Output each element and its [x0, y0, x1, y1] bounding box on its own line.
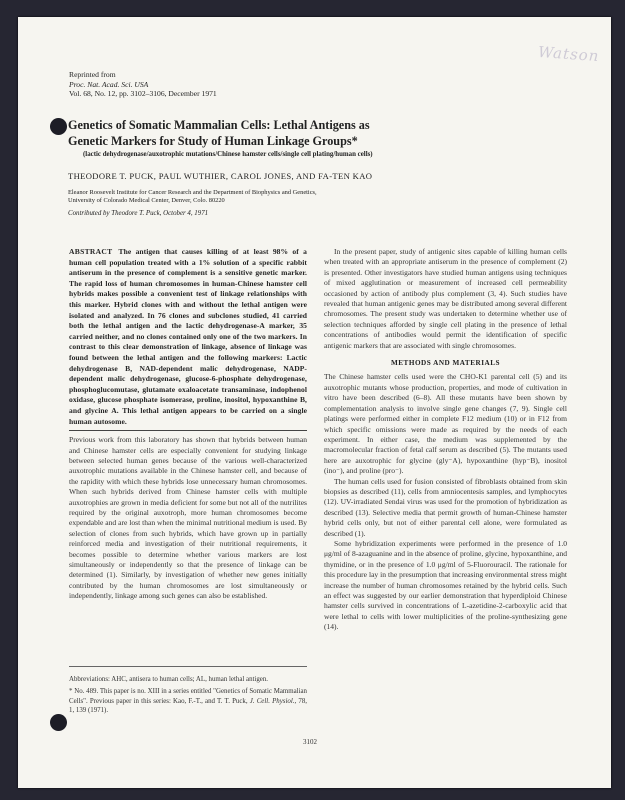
footnote-text: * No. 489. This paper is no. XIII in a series entitled "Genetics of Somatic Mammalian Cells". Previous paper in this series: Kao, F.-T., and T. T. Puck, [69, 687, 307, 705]
affiliation-line-1: Eleanor Roosevelt Institute for Cancer Research and the Department of Biophysics and Genetics, [68, 189, 317, 196]
right-column [324, 247, 567, 633]
reprint-info [69, 70, 217, 99]
title-line-1: Genetics of Somatic Mammalian Cells: Lethal Antigens as [68, 118, 370, 132]
punch-hole-icon [50, 118, 67, 135]
body-paragraph: The Chinese hamster cells used were the CHO-K1 parental cell (5) and its auxotrophic mutants whose production, properties, and mode of cultivation in vitro have been described (6–8). All these mutants have been shown by complementation analysis to involve single gene changes (7, 9). Single cell platings were performed either in complete F12 medium (10) or in F12 from which specific omissions were made as required by the needs of each experiment. In either case, the medium was supplemented by the macromolecular fraction of fetal calf serum as described (5). The mutants used here are auxotrophic for glycine (gly⁻A), hypoxanthine (hyp⁻B), inositol (ino⁻), and proline (pro⁻). [324, 372, 567, 476]
contributed-by: Contributed by Theodore T. Puck, October 4, 1971 [68, 210, 209, 217]
section-heading: METHODS AND MATERIALS [390, 359, 500, 368]
abstract-text: The antigen that causes killing of at least 98% of a human cell population treated with a 1% solution of a specific rabbit antiserum in the presence of complement is a sensitive genetic marker. The rapid loss of human chromosomes in human-Chinese hamster cell hybrids makes possible a convenient test of linkage relationships with this marker. Hybrid clones with and without the lethal antigen were isolated and analyzed. In 76 clones and subclones studied, 41 carried both the lethal antigen and the lactic dehydrogenase-A marker, 35 carried neither, and no clones contained only one of the two markers. In contrast to this clear demonstration of linkage, absence of linkage was found between the lethal antigen and the following markers: Lactic dehydrogenase B, NAD-dependent malic dehydrogenase, NADP-dependent malic dehydrogenase, glucose-6-phosphate dehydrogenase, phosphoglucomutase, glutamate oxaloacetate transaminase, indophenol oxidase, glucose phosphate isomerase, proline, inositol, hypoxanthine B, and glycine A. This lethal antigen appears to be carried on a single human autosome. [69, 247, 307, 426]
body-paragraph: The human cells used for fusion consisted of fibroblasts obtained from skin biopsies as described (11), cells from amniocentesis samples, and lymphocytes (12). UV-irradiated Sendai virus was used for the promotion of hybridization as described (13). Selective media that permit growth of human-Chinese hamster hybrid cells only, but not of either parental cell alone, were formulated as described (1). [324, 476, 567, 538]
journal-name: Proc. Nat. Acad. Sci. USA [69, 79, 149, 89]
volume-info: Vol. 68, No. 12, pp. 3102–3106, December 1971 [69, 89, 217, 98]
footnote-text: , 78, 1, 139 (1971). [69, 697, 307, 715]
abstract [69, 247, 307, 431]
page-number: 3102 [303, 738, 317, 746]
affiliation [68, 189, 317, 205]
punch-hole-icon [50, 714, 67, 731]
abstract-label: ABSTRACT [69, 247, 113, 256]
handwritten-annotation: Watson [537, 42, 601, 66]
keywords: (lactic dehydrogenase/auxotrophic mutations/Chinese hamster cells/single cell plating/human cells) [83, 151, 373, 158]
affiliation-line-2: University of Colorado Medical Center, Denver, Colo. 80220 [68, 197, 225, 204]
article-title [68, 118, 488, 149]
left-column [69, 247, 307, 602]
authors: THEODORE T. PUCK, PAUL WUTHIER, CAROL JONES, AND FA-TEN KAO [68, 171, 373, 181]
abbreviations-footnote: Abbreviations: AHC, antisera to human cells; AL, human lethal antigen. [69, 676, 269, 683]
series-footnote [69, 687, 307, 716]
footnotes [69, 666, 307, 718]
reprint-label: Reprinted from [69, 70, 116, 79]
intro-paragraph: Previous work from this laboratory has shown that hybrids between human and Chinese hamster cells are especially convenient for studying linkage between selected human genes because of the various well-characterized auxotrophic mutations available in the Chinese hamster cell, and because of the rapidity with which these hybrids lose unnecessary human chromosomes. When such hybrids derived from Chinese hamster cells with multiple auxotrophies are grown in media deficient for some but not all of the nutrilites required by the original auxotroph, more human chromosomes become expendable and are lost than when the minimal nutritional medium is used. By selection of clones from such hybrids, which have grown up in partially reinforced media and investigation of their nutritional requirements, it becomes possible to determine whether various markers are lost simultaneously or independently so that the presence of linkage can be determined (1). Similarly, by investigation of whether new genes initially contributed by the human chromosomes are lost simultaneously or independently, linkage among such genes can also be established. [69, 435, 307, 601]
body-paragraph: Some hybridization experiments were performed in the presence of 1.0 μg/ml of 8-azaguanine and in the absence of proline, glycine, hypoxanthine, and thymidine, or in the presence of 1.0 μg/ml of 5-Fluorouracil. The rationale for this procedure lay in the presumption that increasing environmental stress might increase the number of human chromosomes retained by the hybrid cells. Such an effect was suggested by our earlier demonstration that hyperdiploid Chinese hamster cells survived in concentrations of L-azetidine-2-carboxylic acid that were lethal to cells with lower multiplicities of the proline-synthesizing gene (14). [324, 538, 567, 632]
body-paragraph: In the present paper, study of antigenic sites capable of killing human cells when treated with an appropriate antiserum in the presence of complement (2) is presented. Other investigators have studied human antigens using techniques of mixed agglutination or measurement of increased cell permeability occasioned by action of antibody plus complement (3, 4). Such studies have revealed that human antigenic genes may be distributed among several different chromosomes. The present study was undertaken to determine whether use of selection techniques afforded by single cell plating in the presence of lethal concentrations of antibodies would permit the identification of specific antigenic markers that are associated with single chromosomes. [324, 247, 567, 350]
footnote-journal: J. Cell. Physiol. [249, 697, 295, 705]
title-line-2: Genetic Markers for Study of Human Linkage Groups* [68, 133, 358, 148]
